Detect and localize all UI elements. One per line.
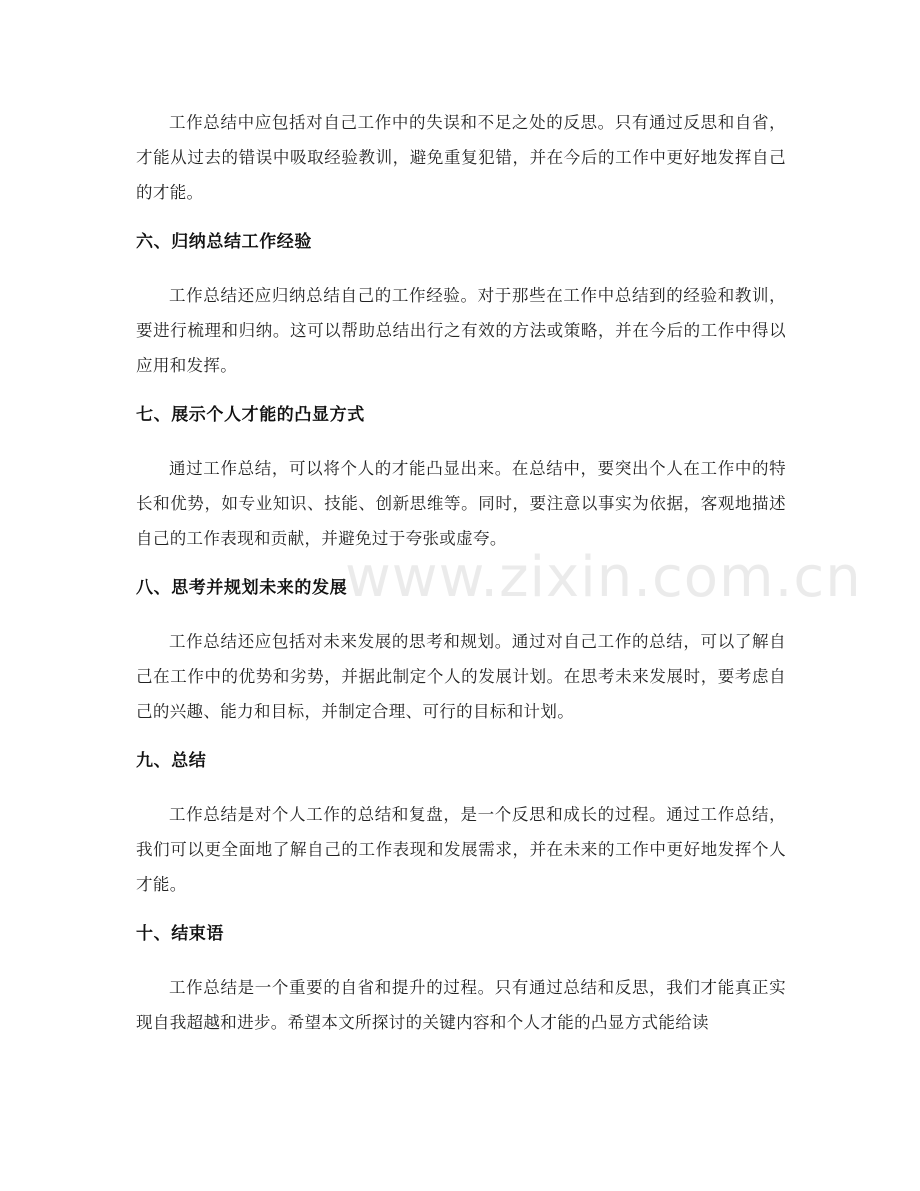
section-paragraph-7: 通过工作总结，可以将个人的才能凸显出来。在总结中，要突出个人在工作中的特长和优势，如专业知识、技能、创新思维等。同时，要注意以事实为依据，客观地描述自己的工作表现和贡献，并避免过于夸张或虚夸。 bbox=[136, 459, 786, 548]
section-heading-7: 七、展示个人才能的凸显方式 bbox=[136, 405, 365, 425]
section-paragraph-10: 工作总结是一个重要的自省和提升的过程。只有通过总结和反思，我们才能真正实现自我超越和进步。希望本文所探讨的关键内容和个人才能的凸显方式能给读 bbox=[136, 978, 786, 1032]
section-heading-10: 十、结束语 bbox=[136, 924, 224, 944]
section-heading-8: 八、思考并规划未来的发展 bbox=[136, 578, 348, 598]
section-heading-6: 六、归纳总结工作经验 bbox=[136, 232, 312, 252]
intro-paragraph: 工作总结中应包括对自己工作中的失误和不足之处的反思。只有通过反思和自省，才能从过去的错误中吸取经验教训，避免重复犯错，并在今后的工作中更好地发挥自己的才能。 bbox=[136, 113, 786, 202]
section-paragraph-8: 工作总结还应包括对未来发展的思考和规划。通过对自己工作的总结，可以了解自己在工作中的优势和劣势，并据此制定个人的发展计划。在思考未来发展时，要考虑自己的兴趣、能力和目标，并制定合理、可行的目标和计划。 bbox=[136, 632, 786, 721]
section-paragraph-9: 工作总结是对个人工作的总结和复盘，是一个反思和成长的过程。通过工作总结，我们可以更全面地了解自己的工作表现和发展需求，并在未来的工作中更好地发挥个人才能。 bbox=[136, 805, 786, 894]
section-paragraph-6: 工作总结还应归纳总结自己的工作经验。对于那些在工作中总结到的经验和教训，要进行梳理和归纳。这可以帮助总结出行之有效的方法或策略，并在今后的工作中得以应用和发挥。 bbox=[136, 286, 786, 375]
document-body bbox=[136, 105, 786, 1040]
watermark: www.zixin.com.cn bbox=[345, 545, 862, 610]
section-heading-9: 九、总结 bbox=[136, 751, 207, 771]
